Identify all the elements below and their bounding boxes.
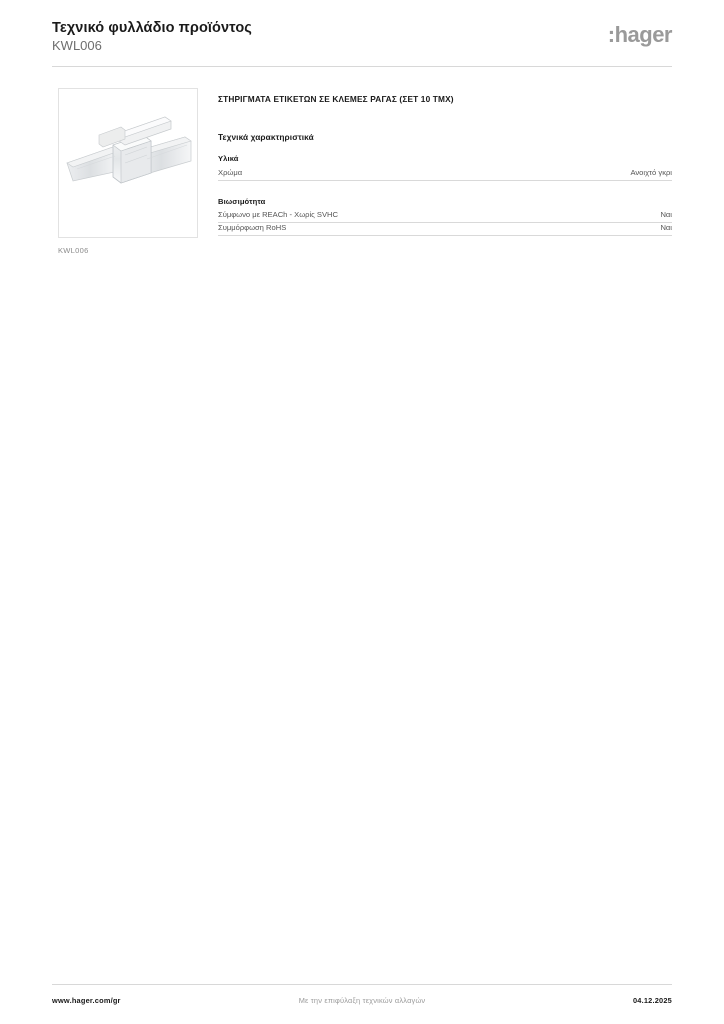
footer-divider: [52, 984, 672, 985]
product-image-caption: KWL006: [58, 246, 89, 255]
spec-value: Ναι: [632, 210, 672, 223]
product-image-frame: [58, 88, 198, 238]
spec-value: Ναι: [632, 223, 672, 236]
footer-website-link[interactable]: www.hager.com/gr: [52, 996, 121, 1005]
spec-group-title: Υλικά: [218, 154, 239, 163]
spec-table: [218, 210, 672, 237]
hager-logo: :hager: [607, 22, 672, 47]
table-row: [218, 223, 672, 236]
footer-date: 04.12.2025: [633, 996, 672, 1005]
header-titles: [52, 20, 252, 54]
table-row: [218, 167, 672, 180]
footer-disclaimer: Με την επιφύλαξη τεχνικών αλλαγών: [298, 996, 426, 1005]
section-title-technical: Τεχνικά χαρακτηριστικά: [218, 132, 314, 142]
page-footer: [52, 996, 672, 1005]
product-figure: [58, 88, 198, 255]
spec-table: [218, 167, 672, 181]
spec-key: Σύμφωνο με REACh - Χωρίς SVHC: [218, 210, 632, 223]
table-row: [218, 210, 672, 223]
spec-group: [218, 154, 672, 181]
page-title: Τεχνικό φυλλάδιο προϊόντος: [52, 20, 252, 36]
product-name: ΣΤΗΡΙΓΜΑΤΑ ΕΤΙΚΕΤΩΝ ΣΕ ΚΛΕΜΕΣ ΡΑΓΑΣ (ΣΕΤ 10 ΤΜΧ): [218, 94, 454, 104]
spec-group: [218, 197, 672, 237]
spec-group-title: Βιωσιμότητα: [218, 196, 266, 206]
product-photo-icon: [59, 89, 197, 237]
spec-key: Χρώμα: [218, 167, 385, 180]
product-reference: KWL006: [52, 38, 102, 53]
page-header: [52, 20, 672, 54]
spec-key: Συμμόρφωση RoHS: [218, 223, 632, 236]
header-divider: [52, 66, 672, 67]
spec-value: Ανοιχτό γκρι: [385, 167, 672, 180]
specification-panel: [218, 94, 672, 252]
